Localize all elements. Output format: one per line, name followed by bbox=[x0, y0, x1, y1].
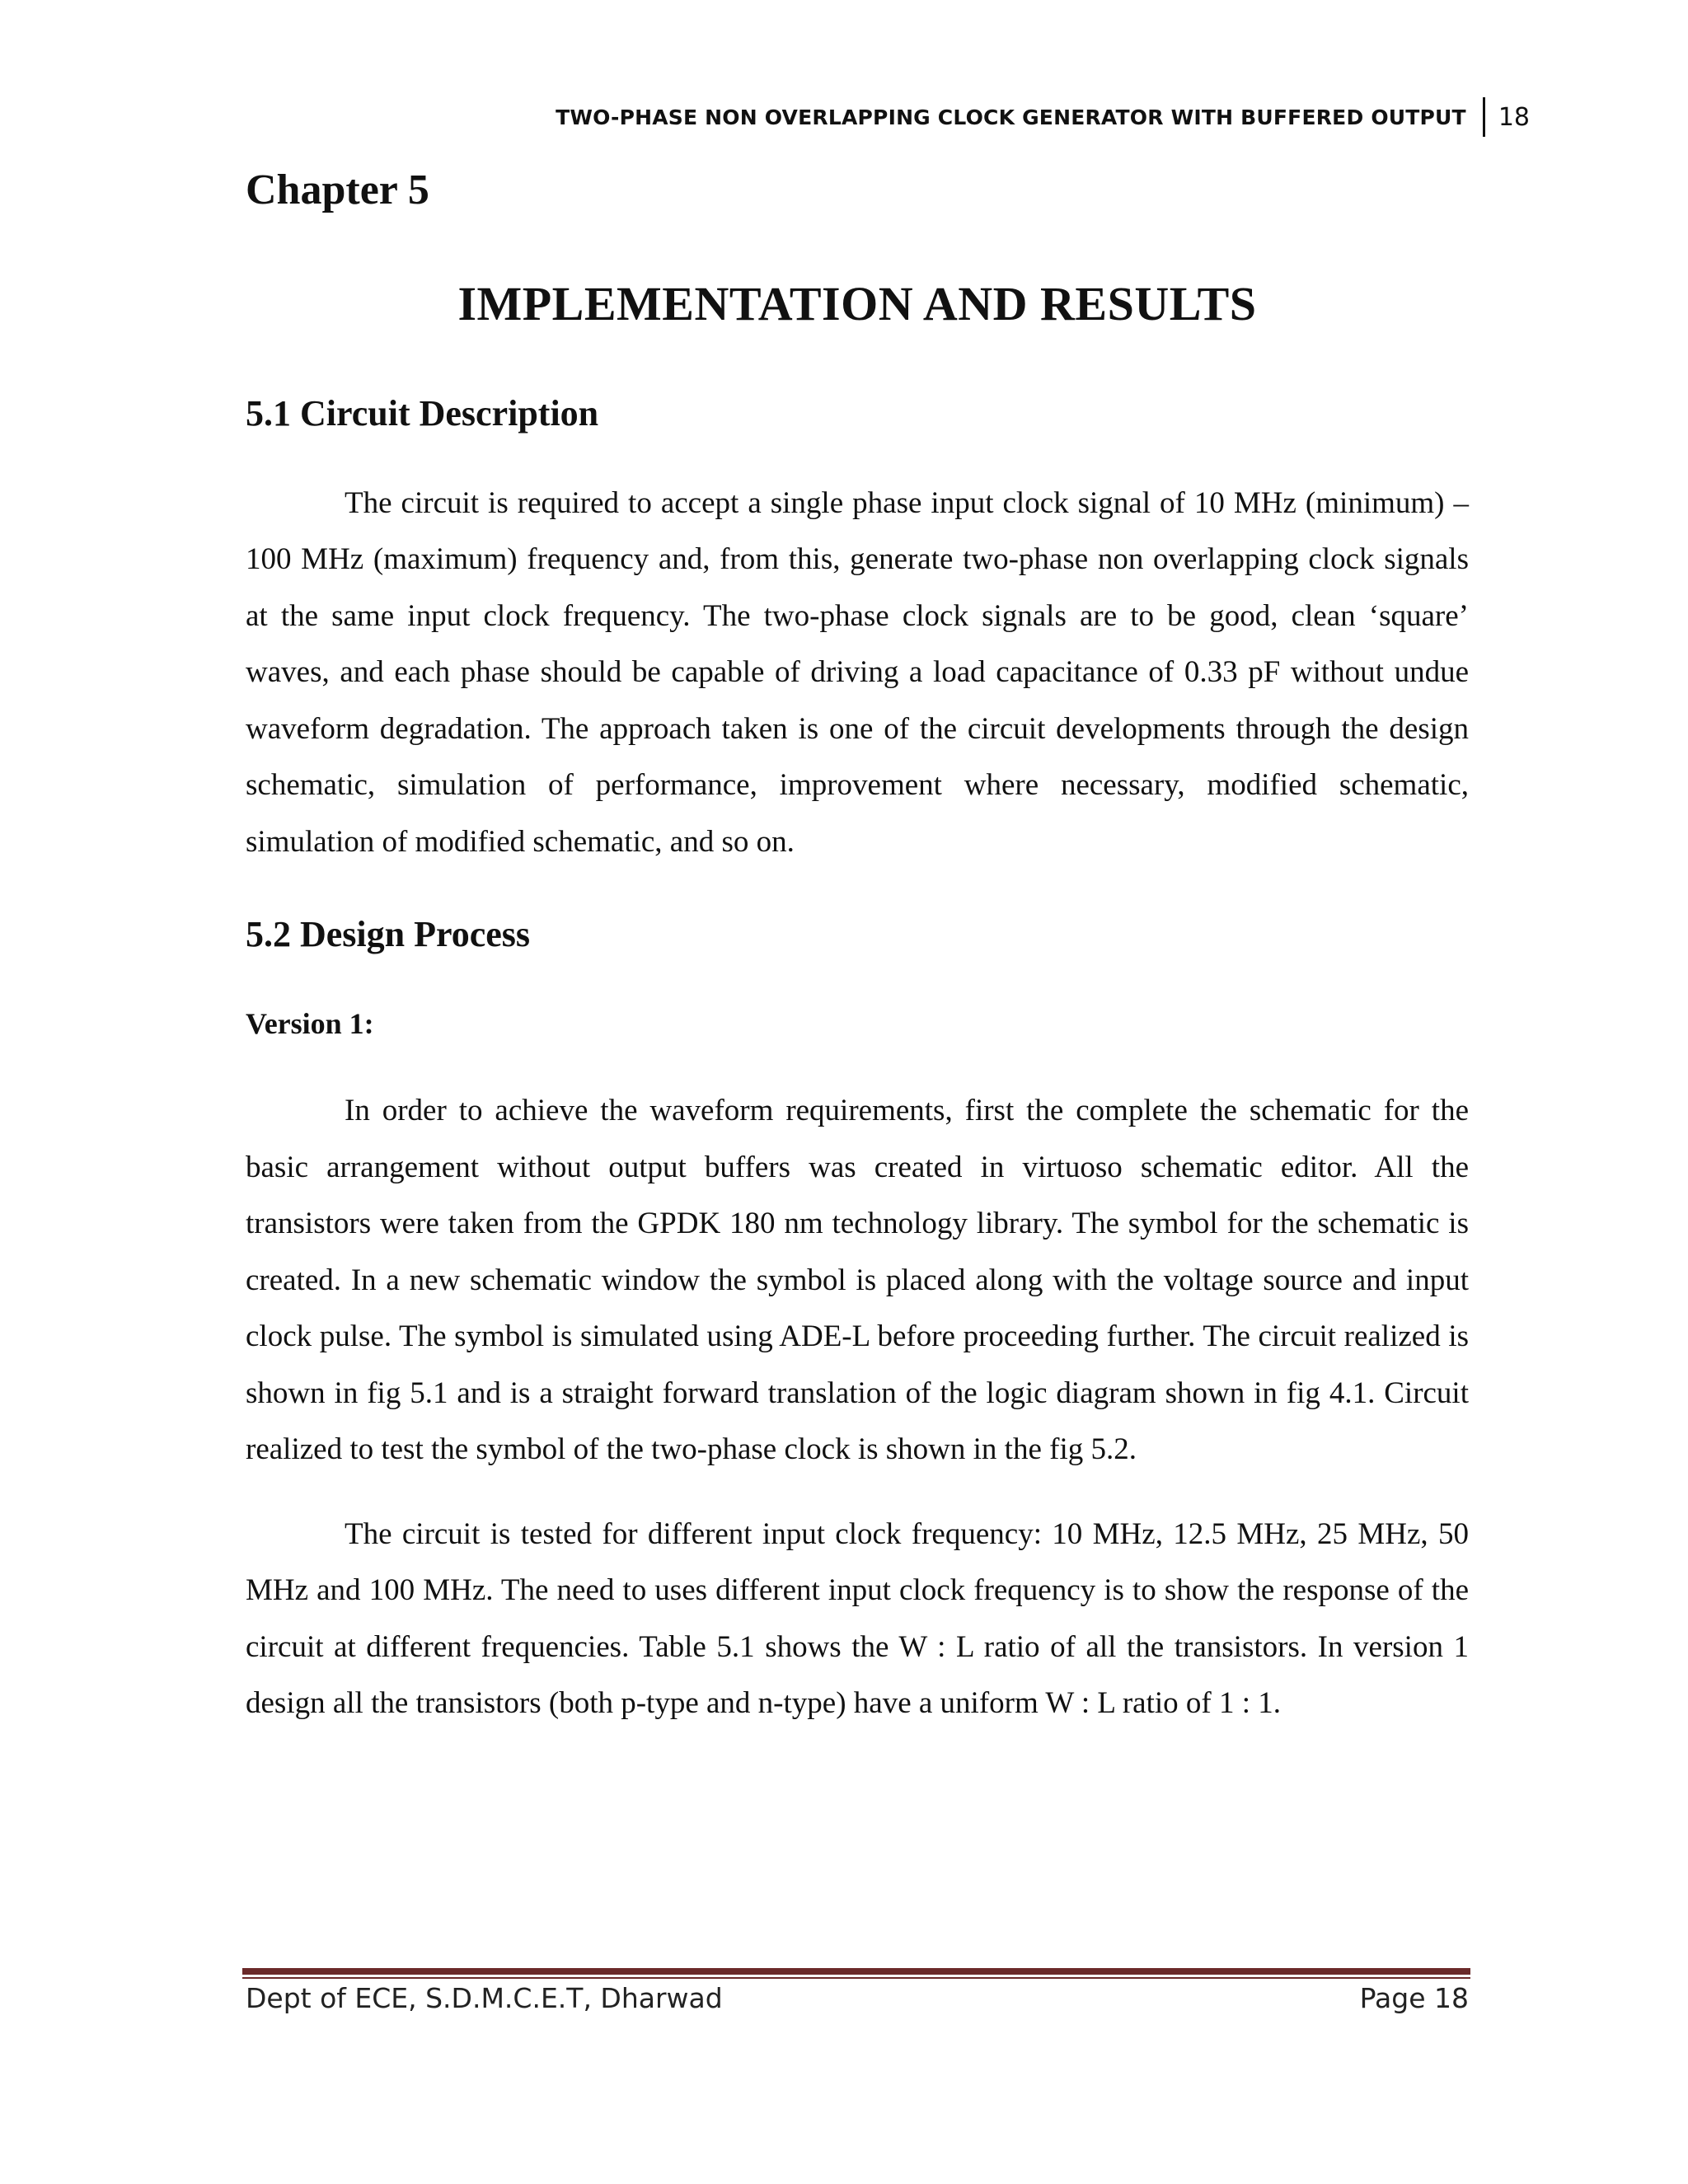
running-header bbox=[556, 97, 1530, 137]
section-heading-circuit-description: 5.1 Circuit Description bbox=[246, 392, 599, 434]
chapter-label: Chapter 5 bbox=[246, 166, 429, 213]
header-page-number: 18 bbox=[1498, 102, 1530, 132]
footer-rule-thin bbox=[242, 1977, 1470, 1979]
subheading-version-1: Version 1: bbox=[246, 1007, 374, 1041]
chapter-title: IMPLEMENTATION AND RESULTS bbox=[457, 277, 1257, 331]
paragraph-version-1-schematic: In order to achieve the waveform requirements, first the complete the schematic for the basic arrangement without output buffers was created in virtuoso schematic editor. All the transistors were taken from the GPDK 180 nm technology library. The symbol for the schematic is created. In a new schematic window the symbol is placed along with the voltage source and input clock pulse. The symbol is simulated using ADE-L before proceeding further. The circuit realized is shown in fig 5.1 and is a straight forward translation of the logic diagram shown in fig 4.1. Circuit realized to test the symbol of the two-phase clock is shown in the fig 5.2. bbox=[246, 1094, 1469, 1467]
page-footer bbox=[246, 1982, 1469, 2014]
paragraph-circuit-description: The circuit is required to accept a single phase input clock signal of 10 MHz (minimum) – 100 MHz (maximum) frequency and, from this, generate two-phase non overlapping clock signals at the same input clock frequency. The two-phase clock signals are to be good, clean ‘square’ waves, and each phase should be capable of driving a load capacitance of 0.33 pF without undue waveform degradation. The approach taken is one of the circuit developments through the design schematic, simulation of performance, improvement where necessary, modified schematic, simulation of modified schematic, and so on. bbox=[246, 485, 1469, 859]
footer-page-number: Page 18 bbox=[1359, 1982, 1469, 2014]
footer-rule bbox=[242, 1968, 1470, 1980]
footer-rule-thick bbox=[242, 1968, 1470, 1975]
section-heading-design-process: 5.2 Design Process bbox=[246, 914, 531, 955]
footer-department: Dept of ECE, S.D.M.C.E.T, Dharwad bbox=[246, 1982, 723, 2014]
paragraph-version-1-frequencies: The circuit is tested for different input clock frequency: 10 MHz, 12.5 MHz, 25 MHz, 50 MHz and 100 MHz. The need to uses different input clock frequency is to show the response of the circuit at different frequencies. Table 5.1 shows the W : L ratio of all the transistors. In version 1 design all the transistors (both p-type and n-type) have a uniform W : L ratio of 1 : 1. bbox=[246, 1516, 1469, 1721]
page-content bbox=[246, 165, 1469, 1732]
header-title: TWO-PHASE NON OVERLAPPING CLOCK GENERATOR WITH BUFFERED OUTPUT bbox=[556, 105, 1466, 129]
